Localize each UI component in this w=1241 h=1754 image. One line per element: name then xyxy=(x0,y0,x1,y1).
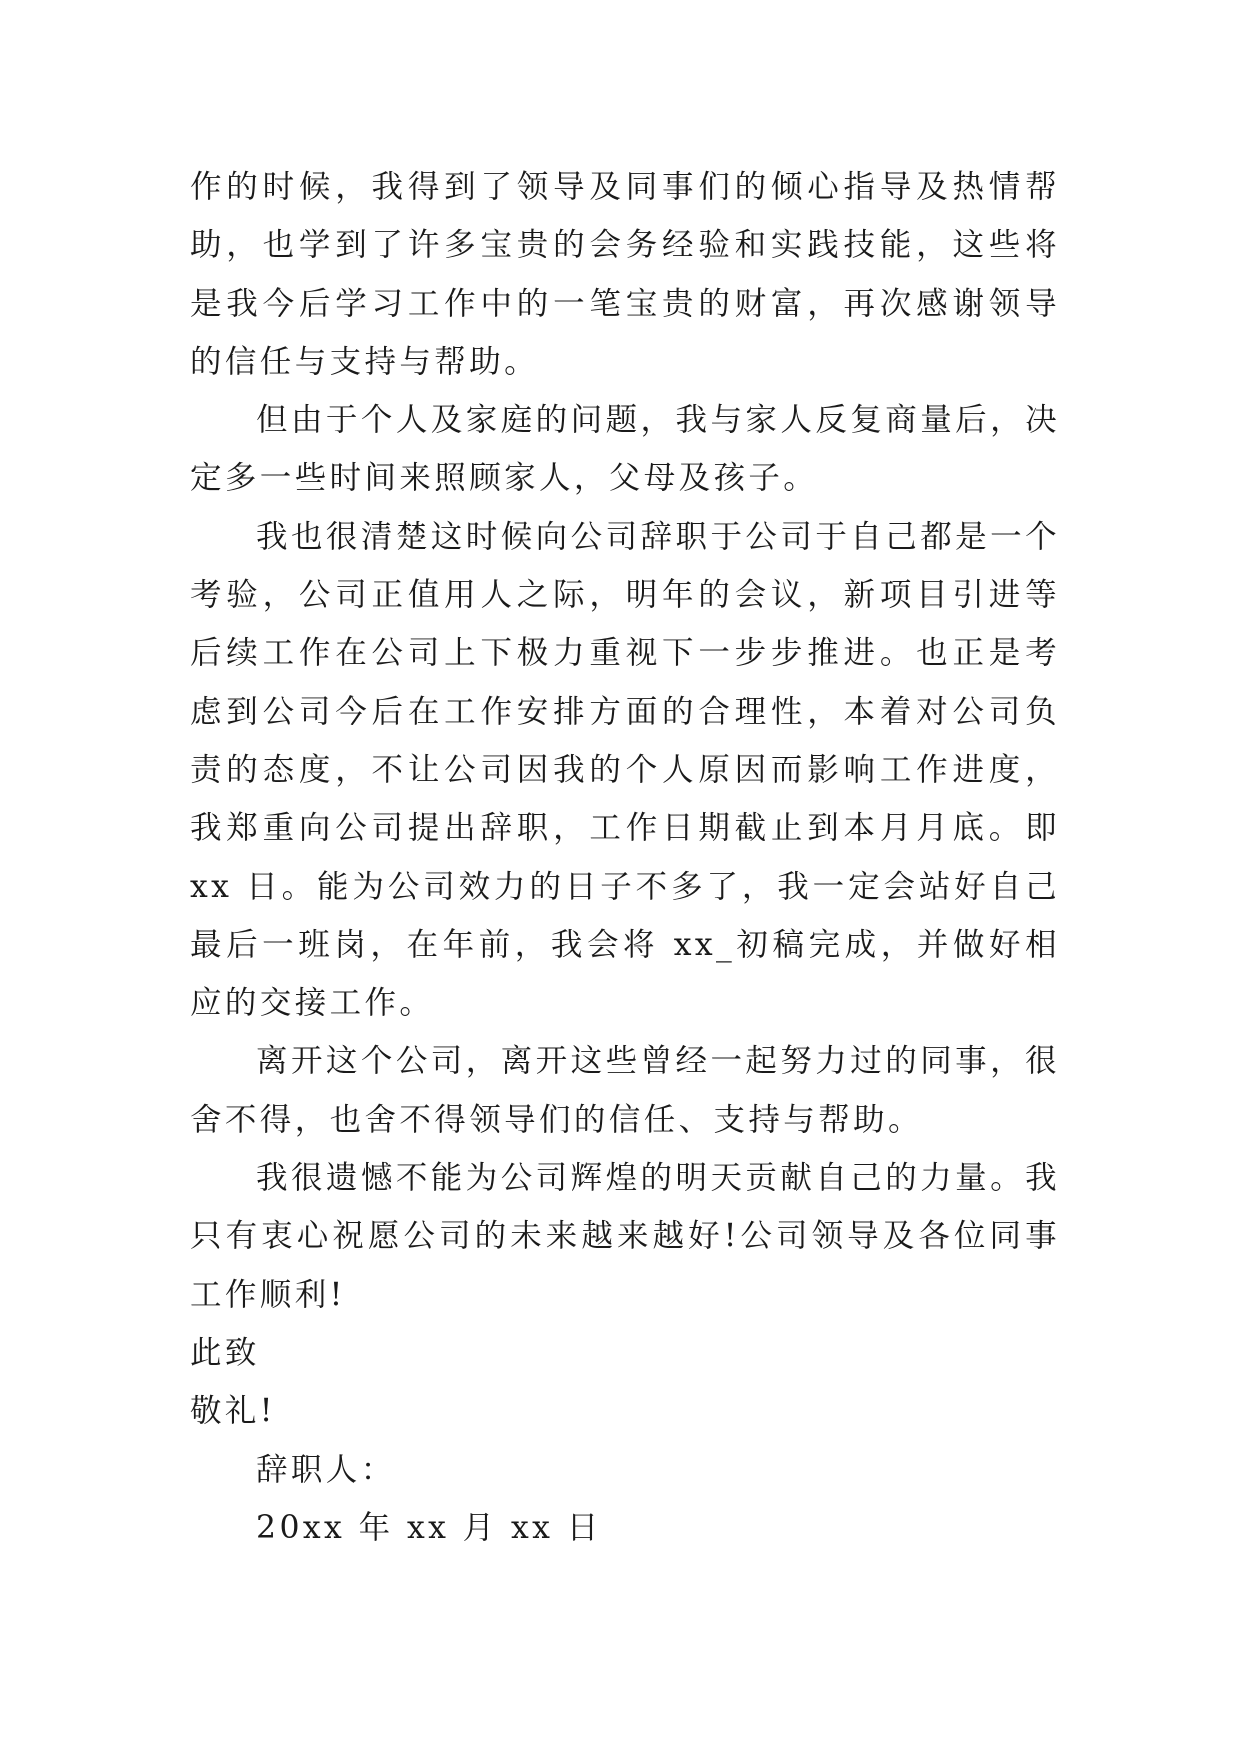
signature-date: 20xx 年 xx 月 xx 日 xyxy=(256,1509,602,1546)
paragraph-reason: 但由于个人及家庭的问题，我与家人反复商量后，决定多一些时间来照顾家人，父母及孩子。 xyxy=(190,402,1060,497)
paragraph-wishes: 我很遗憾不能为公司辉煌的明天贡献自己的力量。我只有衷心祝愿公司的未来越来越好!公司领导及各位同事工作顺利! xyxy=(190,1160,1060,1313)
closing-cizhi: 此致 xyxy=(190,1334,260,1371)
signature-label: 辞职人： xyxy=(256,1451,396,1488)
paragraph-farewell: 离开这个公司，离开这些曾经一起努力过的同事，很舍不得，也舍不得领导们的信任、支持与帮助。 xyxy=(190,1043,1060,1138)
letter-body xyxy=(190,158,1060,1557)
paragraph-resignation: 我也很清楚这时候向公司辞职于公司于自己都是一个考验，公司正值用人之际，明年的会议，新项目引进等后续工作在公司上下极力重视下一步步推进。也正是考虑到公司今后在工作安排方面的合理性，本着对公司负责的态度，不让公司因我的个人原因而影响工作进度，我郑重向公司提出辞职，工作日期截止到本月月底。即 xx 日。能为公司效力的日子不多了，我一定会站好自己最后一班岗，在年前，我会将 xx_初稿完成，并做好相应的交接工作。 xyxy=(190,518,1060,1022)
closing-jingli: 敬礼! xyxy=(190,1393,276,1430)
paragraph-gratitude: 作的时候，我得到了领导及同事们的倾心指导及热情帮助，也学到了许多宝贵的会务经验和实践技能，这些将是我今后学习工作中的一笔宝贵的财富，再次感谢领导的信任与支持与帮助。 xyxy=(190,169,1060,380)
